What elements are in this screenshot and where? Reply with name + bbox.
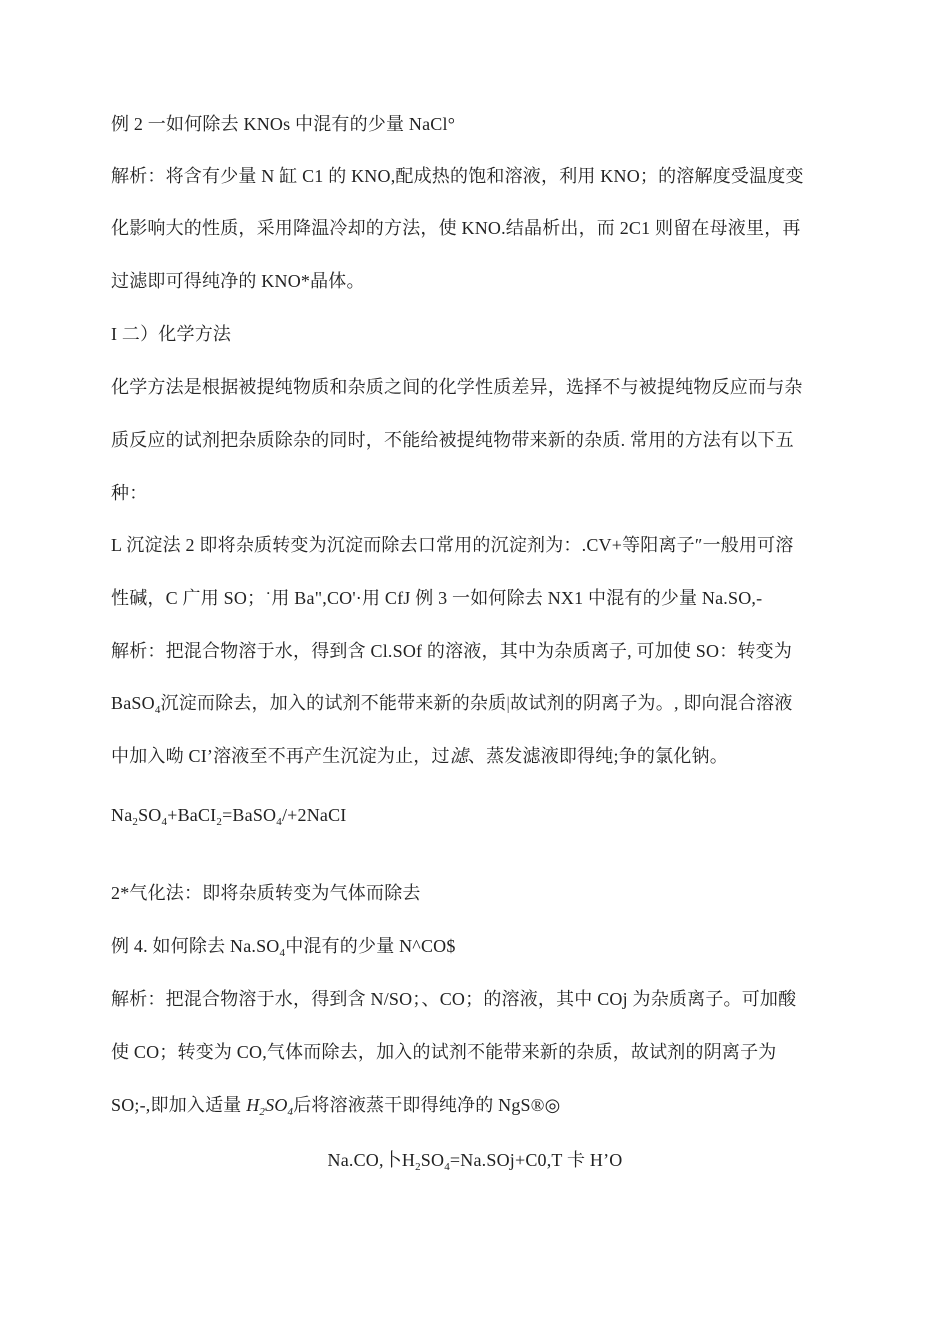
eq-part: Na.CO,卜H xyxy=(327,1150,416,1170)
paragraph-line-2: 质反应的试剂把杂质除杂的同时，不能给被提纯物带来新的杂质. 常用的方法有以下五 xyxy=(111,430,794,450)
subscript: 4 xyxy=(276,816,282,828)
analysis-4-line-2: 使 CO；转变为 CO,气体而除去，加入的试剂不能带来新的杂质，故试剂的阴离子为 xyxy=(111,1042,777,1062)
analysis-line-1: 解析：将含有少量 N 缸 C1 的 KNO,配成热的饱和溶液，利用 KNO；的溶解度受温度变 xyxy=(111,166,804,186)
italic-formula xyxy=(246,1095,294,1118)
text-segment: 沉淀而除去，加入的试剂不能带来新的杂质 xyxy=(160,693,507,713)
subscript: 2 xyxy=(216,816,223,828)
eq-part: SO xyxy=(138,805,162,825)
eq-part: /+2NaCI xyxy=(281,805,347,825)
equation-2 xyxy=(0,1147,950,1180)
text-segment: SO;-,即加入适量 xyxy=(111,1095,247,1115)
subscript: 2 xyxy=(132,816,139,828)
eq-part: =Na.SOj+C0,T 卡 H’O xyxy=(449,1150,623,1170)
eq-part: SO xyxy=(420,1150,445,1170)
paragraph-line-1: 化学方法是根据被提纯物质和杂质之间的化学性质差异，选择不与被提纯物反应而与杂 xyxy=(111,377,803,397)
text-segment: 中加入呦 CI’溶液至不再产生沉淀为止，过 xyxy=(111,746,450,766)
text-segment: 故试剂的阴离子为。, 即向混合溶液 xyxy=(510,693,793,713)
precipitation-line-1: L 沉淀法 2 即将杂质转变为沉淀而除去口常用的沉淀剂为：.CV+等阳离子″一般用可溶 xyxy=(111,535,794,555)
eq-part: H xyxy=(246,1095,260,1115)
eq-part: =BaSO xyxy=(222,805,277,825)
gasification-heading: 2*气化法：即将杂质转变为气体而除去 xyxy=(111,883,421,903)
bar-mark: | xyxy=(506,693,511,713)
example-4-title xyxy=(111,933,456,966)
subscript: 4 xyxy=(444,1161,450,1173)
text-segment: 中混有的少量 N^CO$ xyxy=(285,936,456,956)
subscript: 2 xyxy=(415,1161,421,1173)
eq-part: Na xyxy=(111,805,133,825)
italic-text: 滤 xyxy=(449,746,468,766)
analysis-4-line-1: 解析：把混合物溶于水，得到含 N/SO；、CO；的溶液，其中 COj 为杂质离子。可加酸 xyxy=(111,989,797,1009)
subscript: 4 xyxy=(287,1106,294,1118)
analysis-3-line-3 xyxy=(111,743,728,769)
precipitation-line-2: 性碱，C 广用 SO；˙用 Ba",CO'·用 CfJ 例 3 一如何除去 NX1 中混有的少量 Na.SO,- xyxy=(111,588,763,608)
analysis-line-2: 化影响大的性质，采用降温冷却的方法，使 KNO.结晶析出，而 2C1 则留在母液里，再 xyxy=(111,218,801,238)
subscript: 4 xyxy=(161,816,168,828)
paragraph-line-3: 种： xyxy=(111,483,148,503)
eq-part: SO xyxy=(265,1095,288,1115)
subscript: 4 xyxy=(279,947,286,959)
text-segment: 例 4. 如何除去 Na.SO xyxy=(111,936,280,956)
formula-baso4: BaSO xyxy=(111,693,155,713)
analysis-3-line-1: 解析：把混合物溶于水，得到含 Cl.SOf 的溶液，其中为杂质离子, 可加使 SO：转变为 xyxy=(111,641,793,661)
analysis-line-3: 过滤即可得纯净的 KNO*晶体。 xyxy=(111,271,365,291)
text-segment: 后将溶液蒸干即得纯净的 NgS®◎ xyxy=(293,1095,561,1115)
section-heading-chemical-method: I 二）化学方法 xyxy=(111,324,232,344)
analysis-3-line-2 xyxy=(111,690,793,723)
eq-part: +BaCI xyxy=(167,805,217,825)
subscript: 4 xyxy=(154,704,161,716)
subscript: 2 xyxy=(259,1106,266,1118)
text-segment: 、蒸发滤液即得纯;争的氯化钠。 xyxy=(467,746,728,766)
equation-1 xyxy=(111,802,346,835)
analysis-4-line-3 xyxy=(111,1092,561,1125)
example-2-title: 例 2 一如何除去 KNOs 中混有的少量 NaCl° xyxy=(111,114,456,134)
